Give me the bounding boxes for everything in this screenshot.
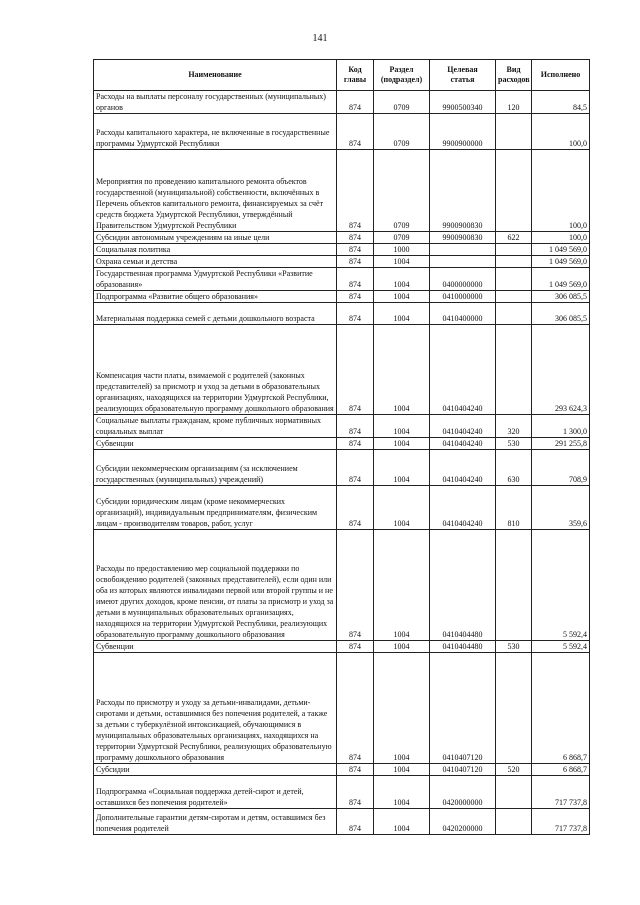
- row-section: 0709: [374, 232, 430, 244]
- row-target: 0410404240: [430, 415, 496, 438]
- row-code: 874: [337, 438, 374, 450]
- row-type: 630: [496, 450, 532, 486]
- table-row: [94, 776, 590, 809]
- row-done: 100,0: [532, 232, 590, 244]
- row-section: 0709: [374, 150, 430, 232]
- row-code: 874: [337, 325, 374, 415]
- header-code: Код главы: [337, 60, 374, 91]
- row-section: 1004: [374, 325, 430, 415]
- table-row: [94, 486, 590, 530]
- row-code: 874: [337, 256, 374, 268]
- row-name: Субсидии юридическим лицам (кроме некоммерческих организаций), индивидуальным предпринимателям, физическим лицам - производителям товаров, работ, услуг: [94, 486, 337, 530]
- row-section: 1000: [374, 244, 430, 256]
- row-done: 1 300,0: [532, 415, 590, 438]
- row-name: Расходы на выплаты персоналу государственных (муниципальных) органов: [94, 91, 337, 114]
- row-section: 1004: [374, 415, 430, 438]
- row-target: 0410000000: [430, 291, 496, 303]
- row-type: [496, 291, 532, 303]
- table-row: [94, 256, 590, 268]
- row-code: 874: [337, 232, 374, 244]
- row-done: 100,0: [532, 114, 590, 150]
- row-type: [496, 325, 532, 415]
- row-type: 810: [496, 486, 532, 530]
- row-target: [430, 244, 496, 256]
- row-section: 1004: [374, 450, 430, 486]
- header-type: Вид расходов: [496, 60, 532, 91]
- row-type: [496, 776, 532, 809]
- row-done: 1 049 569,0: [532, 268, 590, 291]
- row-type: [496, 530, 532, 641]
- row-code: 874: [337, 809, 374, 835]
- row-type: 530: [496, 641, 532, 653]
- row-type: [496, 244, 532, 256]
- row-name: Субсидии автономным учреждениям на иные цели: [94, 232, 337, 244]
- row-done: 5 592,4: [532, 641, 590, 653]
- row-name: Субсидии: [94, 764, 337, 776]
- row-section: 1004: [374, 303, 430, 325]
- row-section: 1004: [374, 641, 430, 653]
- row-target: 0420000000: [430, 776, 496, 809]
- table-row: [94, 268, 590, 291]
- table-header-row: [94, 60, 590, 91]
- row-section: 1004: [374, 530, 430, 641]
- page-number: 141: [312, 33, 328, 44]
- row-done: 1 049 569,0: [532, 244, 590, 256]
- row-name: Охрана семьи и детства: [94, 256, 337, 268]
- row-done: 100,0: [532, 150, 590, 232]
- row-done: 5 592,4: [532, 530, 590, 641]
- row-type: 120: [496, 91, 532, 114]
- row-target: 0410404240: [430, 486, 496, 530]
- row-section: 0709: [374, 91, 430, 114]
- header-section: Раздел (подраздел): [374, 60, 430, 91]
- row-type: [496, 809, 532, 835]
- header-target: Целевая статья: [430, 60, 496, 91]
- row-section: 1004: [374, 809, 430, 835]
- row-section: 1004: [374, 653, 430, 764]
- row-section: 1004: [374, 256, 430, 268]
- row-done: 6 868,7: [532, 764, 590, 776]
- row-name: Подпрограмма «Социальная поддержка детей-сирот и детей, оставшихся без попечения родителей»: [94, 776, 337, 809]
- row-target: 9900900000: [430, 114, 496, 150]
- table-row: [94, 530, 590, 641]
- table-row: [94, 764, 590, 776]
- row-target: 0410404240: [430, 450, 496, 486]
- row-code: 874: [337, 776, 374, 809]
- row-code: 874: [337, 268, 374, 291]
- table-row: [94, 232, 590, 244]
- budget-table: [93, 59, 590, 835]
- row-type: [496, 268, 532, 291]
- row-code: 874: [337, 303, 374, 325]
- row-target: 0400000000: [430, 268, 496, 291]
- table-row: [94, 114, 590, 150]
- row-target: 0420200000: [430, 809, 496, 835]
- row-target: 0410404480: [430, 641, 496, 653]
- row-name: Мероприятия по проведению капитального ремонта объектов государственной (муниципальной) собственности, включённых в Перечень объектов капитального ремонта, финансируемых за счёт средств бюджета Удмуртской Республики, утверждённый Правительством Удмуртской Республики: [94, 150, 337, 232]
- row-done: 84,5: [532, 91, 590, 114]
- row-type: 320: [496, 415, 532, 438]
- table-row: [94, 641, 590, 653]
- row-target: 9900500340: [430, 91, 496, 114]
- row-done: 708,9: [532, 450, 590, 486]
- row-code: 874: [337, 114, 374, 150]
- row-name: Подпрограмма «Развитие общего образования»: [94, 291, 337, 303]
- row-target: 0410404480: [430, 530, 496, 641]
- row-target: 0410404240: [430, 438, 496, 450]
- table-row: [94, 450, 590, 486]
- row-name: Субвенции: [94, 641, 337, 653]
- row-type: [496, 256, 532, 268]
- row-section: 1004: [374, 486, 430, 530]
- row-done: 359,6: [532, 486, 590, 530]
- row-code: 874: [337, 653, 374, 764]
- row-name: Социальная политика: [94, 244, 337, 256]
- row-section: 1004: [374, 776, 430, 809]
- row-done: 291 255,8: [532, 438, 590, 450]
- row-type: [496, 653, 532, 764]
- row-name: Расходы капитального характера, не включенные в государственные программы Удмуртской Республики: [94, 114, 337, 150]
- row-code: 874: [337, 641, 374, 653]
- table-row: [94, 415, 590, 438]
- row-name: Компенсация части платы, взимаемой с родителей (законных представителей) за присмотр и уход за детьми в образовательных организациях, находящихся на территории Удмуртской Республики, реализующих образовательную программу дошкольного образования: [94, 325, 337, 415]
- row-done: 717 737,8: [532, 776, 590, 809]
- row-name: Государственная программа Удмуртской Республики «Развитие образования»: [94, 268, 337, 291]
- row-done: 6 868,7: [532, 653, 590, 764]
- row-type: [496, 303, 532, 325]
- row-code: 874: [337, 91, 374, 114]
- row-name: Социальные выплаты гражданам, кроме публичных нормативных социальных выплат: [94, 415, 337, 438]
- row-target: 0410407120: [430, 764, 496, 776]
- table-row: [94, 303, 590, 325]
- row-code: 874: [337, 486, 374, 530]
- row-code: 874: [337, 244, 374, 256]
- row-section: 0709: [374, 114, 430, 150]
- table-row: [94, 150, 590, 232]
- row-target: 0410404240: [430, 325, 496, 415]
- table-row: [94, 438, 590, 450]
- row-done: 717 737,8: [532, 809, 590, 835]
- row-target: 9900900830: [430, 232, 496, 244]
- row-code: 874: [337, 415, 374, 438]
- row-section: 1004: [374, 764, 430, 776]
- row-section: 1004: [374, 268, 430, 291]
- row-name: Расходы по присмотру и уходу за детьми-инвалидами, детьми-сиротами и детьми, оставшимися без попечения родителей, а также за детьми с туберкулёзной интоксикацией, обучающимися в муниципальных образовательных организациях, находящихся на территории Удмуртской Республики, реализующих образовательную программу дошкольного образования: [94, 653, 337, 764]
- row-type: 520: [496, 764, 532, 776]
- row-done: 1 049 569,0: [532, 256, 590, 268]
- table-row: [94, 291, 590, 303]
- row-type: 530: [496, 438, 532, 450]
- row-name: Материальная поддержка семей с детьми дошкольного возраста: [94, 303, 337, 325]
- table-row: [94, 653, 590, 764]
- header-name: Наименование: [94, 60, 337, 91]
- row-target: 9900900830: [430, 150, 496, 232]
- row-type: 622: [496, 232, 532, 244]
- row-code: 874: [337, 291, 374, 303]
- row-name: Субвенции: [94, 438, 337, 450]
- row-target: 0410400000: [430, 303, 496, 325]
- row-code: 874: [337, 450, 374, 486]
- row-code: 874: [337, 150, 374, 232]
- header-done: Исполнено: [532, 60, 590, 91]
- row-target: [430, 256, 496, 268]
- row-type: [496, 114, 532, 150]
- row-name: Дополнительные гарантии детям-сиротам и детям, оставшимся без попечения родителей: [94, 809, 337, 835]
- table-row: [94, 91, 590, 114]
- row-code: 874: [337, 764, 374, 776]
- row-code: 874: [337, 530, 374, 641]
- row-done: 293 624,3: [532, 325, 590, 415]
- row-name: Расходы по предоставлению мер социальной поддержки по освобождению родителей (законных представителей), если один или оба из которых являются инвалидами первой или второй группы и не имеют других доходов, кроме пенсии, от платы за присмотр и уход за детьми в муниципальных образовательных организациях, находящихся на территории Удмуртской Республики, реализующих образовательную программу дошкольного образования: [94, 530, 337, 641]
- row-done: 306 085,5: [532, 291, 590, 303]
- table-row: [94, 809, 590, 835]
- row-done: 306 085,5: [532, 303, 590, 325]
- row-section: 1004: [374, 291, 430, 303]
- row-section: 1004: [374, 438, 430, 450]
- row-target: 0410407120: [430, 653, 496, 764]
- table-row: [94, 244, 590, 256]
- row-type: [496, 150, 532, 232]
- table-row: [94, 325, 590, 415]
- row-name: Субсидии некоммерческим организациям (за исключением государственных (муниципальных) учреждений): [94, 450, 337, 486]
